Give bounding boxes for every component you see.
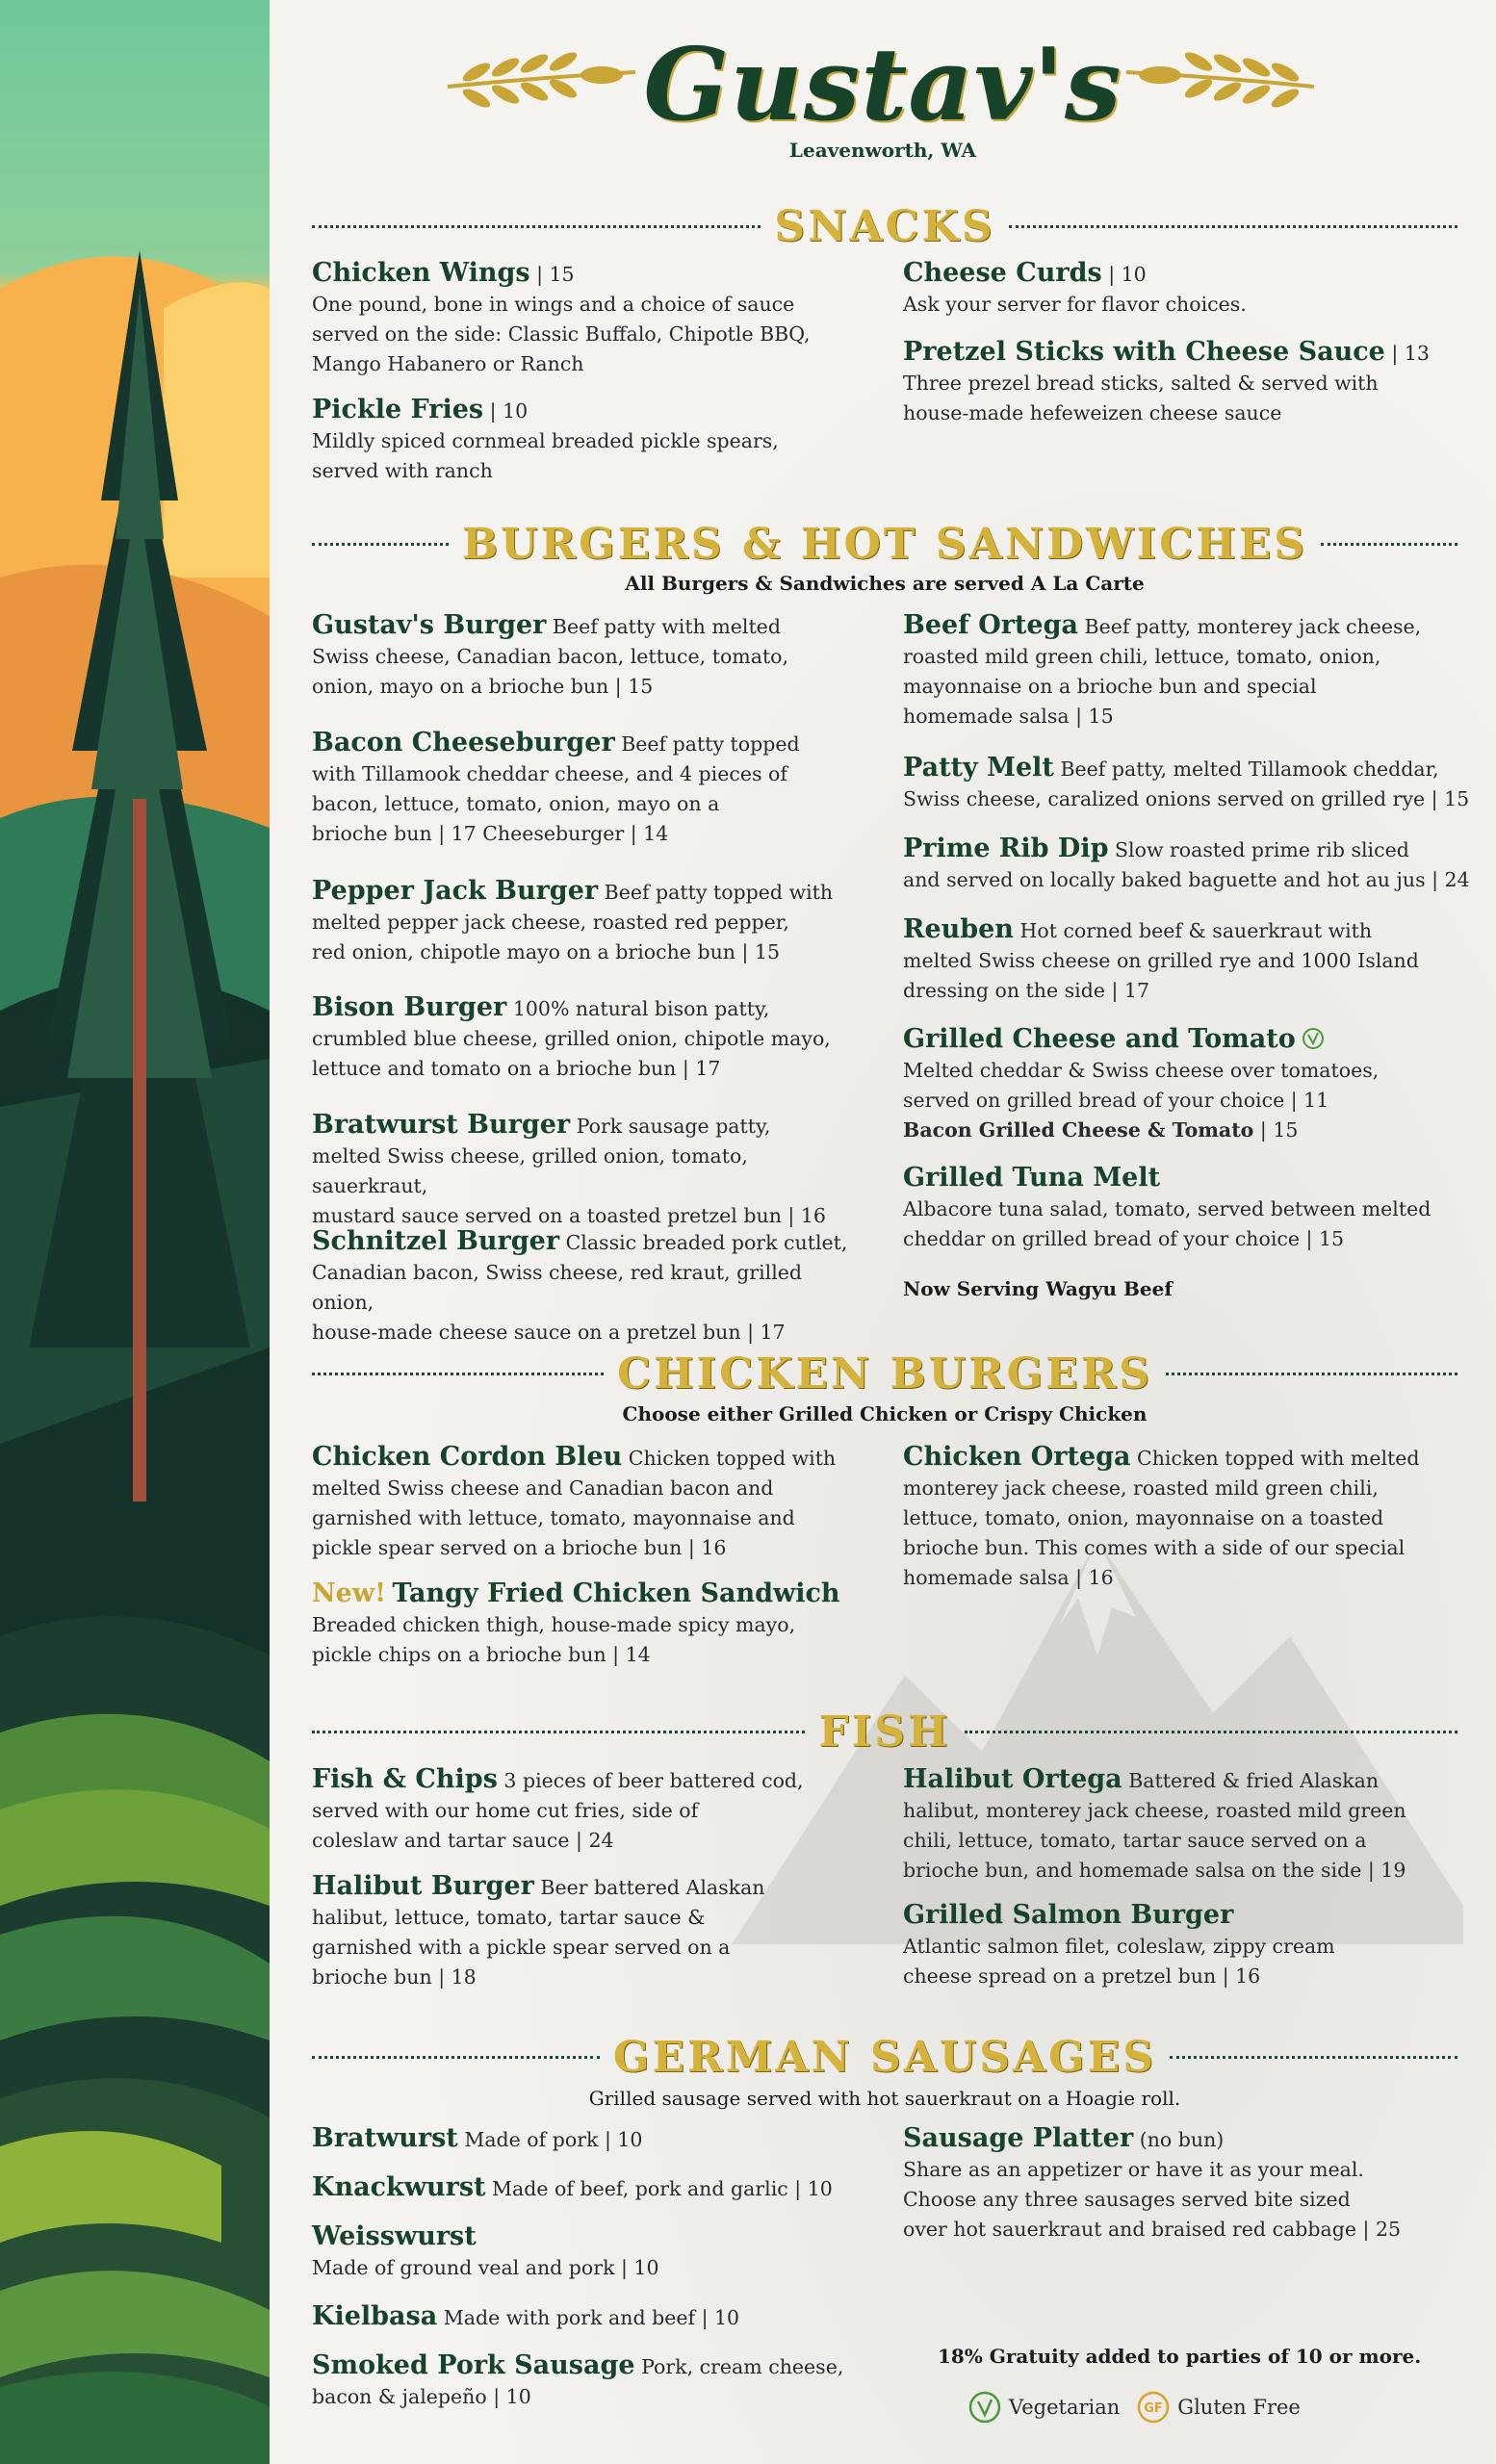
vegetarian-icon [1302, 1027, 1325, 1050]
menu-item-reuben: Reuben Hot corned beef & sauerkraut with melted Swiss cheese on grilled rye and 1000 Island dressing on the side | 17 [903, 914, 1419, 1002]
section-burgers-subtitle: All Burgers & Sandwiches are served A La Carte [625, 572, 1145, 595]
menu-item-bacon-cheeseburger: Bacon Cheeseburger Beef patty topped with Tillamook cheddar cheese, and 4 pieces of bacon, lettuce, tomato, onion, mayo on a brioche bun | 17 Cheeseburger | 14 [312, 728, 800, 845]
menu-item-tangy-fried-chicken: New! Tangy Fried Chicken Sandwich Breaded chicken thigh, house-made spicy mayo, pickle chips on a brioche bun | 14 [312, 1578, 840, 1666]
menu-content [270, 0, 1496, 2464]
menu-item-gustavs-burger: Gustav's Burger Beef patty with melted Swiss cheese, Canadian bacon, lettuce, tomato, onion, mayo on a brioche bun | 15 [312, 610, 789, 698]
menu-item-prime-rib-dip: Prime Rib Dip Slow roasted prime rib sliced and served on locally baked baguette and hot au jus | 24 [903, 834, 1470, 891]
section-chicken-header [312, 1349, 1457, 1398]
menu-item-grilled-tuna-melt: Grilled Tuna Melt Albacore tuna salad, tomato, served between melted cheddar on grilled bread of your choice | 15 [903, 1163, 1432, 1250]
menu-item-grilled-salmon-burger: Grilled Salmon Burger Atlantic salmon filet, coleslaw, zippy cream cheese spread on a pretzel bun | 16 [903, 1900, 1335, 1988]
menu-item-fish-and-chips: Fish & Chips 3 pieces of beer battered cod, served with our home cut fries, side of coleslaw and tartar sauce | 24 [312, 1764, 804, 1852]
menu-item-smoked-pork-sausage: Smoked Pork Sausage Pork, cream cheese, bacon & jalepeño | 10 [312, 2350, 844, 2408]
menu-header [270, 25, 1496, 162]
menu-item-halibut-burger: Halibut Burger Beer battered Alaskan halibut, lettuce, tomato, tartar sauce & garnished with a pickle spear served on a brioche bun | 18 [312, 1871, 765, 1989]
gluten-free-icon [1137, 2391, 1170, 2424]
menu-item-chicken-cordon-bleu: Chicken Cordon Bleu Chicken topped with melted Swiss cheese and Canadian bacon and garnished with lettuce, tomato, mayonnaise and pickle spear served on a brioche bun | 16 [312, 1442, 837, 1559]
wagyu-note: Now Serving Wagyu Beef [903, 1277, 1173, 1300]
restaurant-location: Leavenworth, WA [788, 139, 977, 162]
legend-gluten-free-label: Gluten Free [1177, 2396, 1301, 2419]
menu-item-halibut-ortega: Halibut Ortega Battered & fried Alaskan halibut, monterey jack cheese, roasted mild green chili, lettuce, tomato, tartar sauce served on a brioche bun, and homemade salsa on the side | 19 [903, 1764, 1406, 1882]
section-title: CHICKEN BURGERS [616, 1348, 1153, 1399]
section-title: SNACKS [774, 201, 995, 251]
menu-item-grilled-cheese: Grilled Cheese and Tomato Melted cheddar & Swiss cheese over tomatoes, served on grilled bread of your choice | 11 Bacon Grilled Cheese & Tomato | 15 [903, 1024, 1380, 1142]
menu-item-knackwurst: Knackwurst Made of beef, pork and garlic | 10 [312, 2172, 833, 2202]
menu-item-pepper-jack-burger: Pepper Jack Burger Beef patty topped with melted pepper jack cheese, roasted red pepper, red onion, chipotle mayo on a brioche bun | 15 [312, 876, 834, 963]
menu-item-sausage-platter: Sausage Platter (no bun) Share as an appetizer or have it as your meal. Choose any three sausages served bite sized over hot sauerkraut and braised red cabbage | 25 [903, 2123, 1402, 2241]
vegetarian-icon [968, 2391, 1001, 2424]
menu-item-bratwurst: Bratwurst Made of pork | 10 [312, 2123, 643, 2153]
section-sausages-header [312, 2033, 1457, 2081]
menu-item-weisswurst: Weisswurst Made of ground veal and pork | 10 [312, 2221, 659, 2279]
legend-vegetarian-label: Vegetarian [1009, 2396, 1121, 2419]
forest-illustration [0, 0, 270, 2464]
menu-item-chicken-wings: Chicken Wings | 15 One pound, bone in wings and a choice of sauce served on the side: Classic Buffalo, Chipotle BBQ, Mango Habanero or Ranch [312, 258, 811, 375]
menu-item-cheese-curds: Cheese Curds | 10 Ask your server for flavor choices. [903, 258, 1247, 316]
section-chicken-subtitle: Choose either Grilled Chicken or Crispy Chicken [622, 1402, 1148, 1425]
menu-item-pickle-fries: Pickle Fries | 10 Mildly spiced cornmeal breaded pickle spears, served with ranch [312, 395, 779, 482]
dietary-legend [968, 2391, 1301, 2424]
menu-item-schnitzel-burger: Schnitzel Burger Classic breaded pork cutlet, Canadian bacon, Swiss cheese, red kraut, grilled onion, house-made cheese sauce on a pretzel bun | 17 [312, 1226, 848, 1344]
menu-item-beef-ortega: Beef Ortega Beef patty, monterey jack cheese, roasted mild green chili, lettuce, tomato, onion, mayonnaise on a brioche bun and special homemade salsa | 15 [903, 610, 1422, 728]
menu-item-kielbasa: Kielbasa Made with pork and beef | 10 [312, 2301, 740, 2331]
gluten-free-mark: GF [1144, 2401, 1164, 2416]
section-title: GERMAN SAUSAGES [612, 2032, 1157, 2082]
gratuity-note: 18% Gratuity added to parties of 10 or more. [938, 2345, 1422, 2368]
new-badge: New! [312, 1578, 386, 1608]
menu-item-patty-melt: Patty Melt Beef patty, melted Tillamook cheddar, Swiss cheese, caralized onions served on grilled rye | 15 [903, 753, 1470, 810]
menu-item-bison-burger: Bison Burger 100% natural bison patty, crumbled blue cheese, grilled onion, chipotle mayo, lettuce and tomato on a brioche bun | 17 [312, 992, 831, 1080]
restaurant-logo: Gustav's [643, 25, 1122, 143]
section-snacks-header [312, 202, 1457, 250]
section-burgers-header [312, 520, 1457, 568]
section-sausages-subtitle: Grilled sausage served with hot sauerkraut on a Hoagie roll. [588, 2087, 1181, 2110]
section-fish-header [312, 1707, 1457, 1756]
section-title: FISH [818, 1707, 951, 1757]
menu-item-chicken-ortega: Chicken Ortega Chicken topped with melted monterey jack cheese, roasted mild green chili, lettuce, tomato, onion, mayonnaise on a toasted brioche bun. This comes with a side of our special homemade salsa | 16 [903, 1442, 1420, 1589]
menu-item-bratwurst-burger: Bratwurst Burger Pork sausage patty, melted Swiss cheese, grilled onion, tomato, sauerkraut, mustard sauce served on a toasted pretzel bun | 16 [312, 1110, 826, 1227]
section-title: BURGERS & HOT SANDWICHES [461, 519, 1308, 569]
menu-item-pretzel-sticks: Pretzel Sticks with Cheese Sauce | 13 Three prezel bread sticks, salted & served with house-made hefeweizen cheese sauce [903, 337, 1430, 424]
